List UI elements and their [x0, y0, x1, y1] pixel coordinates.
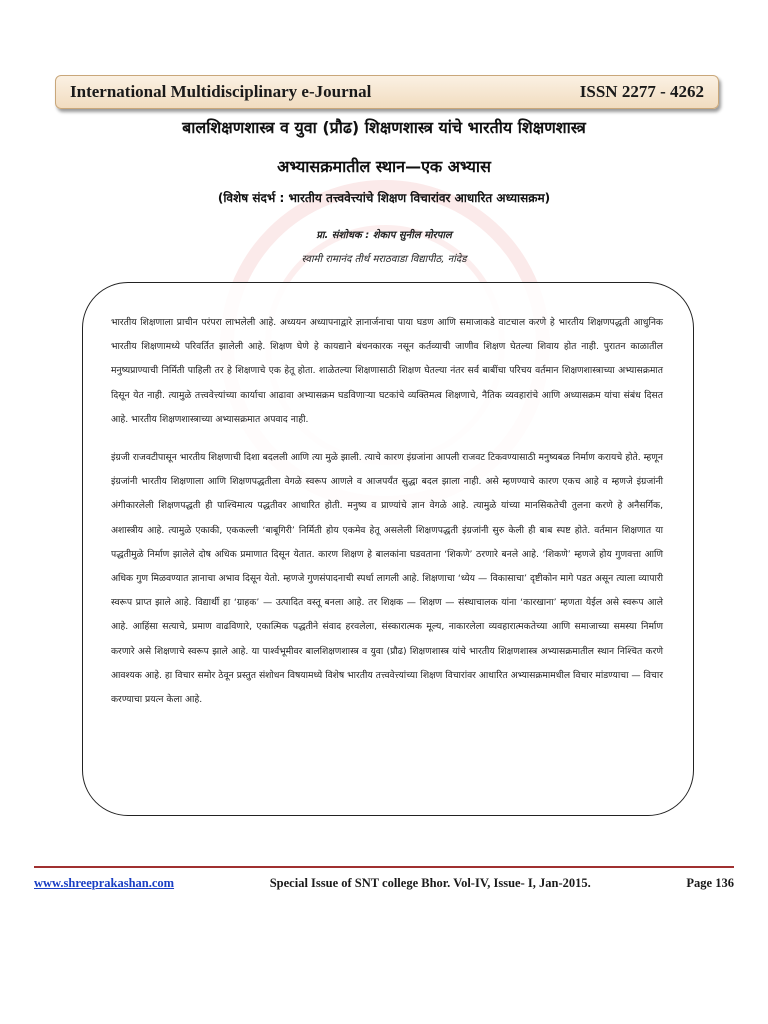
issue-info: Special Issue of SNT college Bhor. Vol-IV, Issue- I, Jan-2015.: [269, 876, 591, 890]
paper-title-line1: बालशिक्षणशास्त्र व युवा (प्रौढ) शिक्षणशास्त्र यांचे भारतीय शिक्षणशास्त्र: [182, 118, 586, 137]
body-paragraph-2: इंग्रजी राजवटीपासून भारतीय शिक्षणाची दिशा बदलली आणि त्या मुळे झाली. त्याचे कारण इंग्रजांना आपली राजवट टिकवण्यासाठी मनुष्यबळ निर्माण करायचे होते. म्हणून इंग्रजांनी भारतीय शिक्षणाला आणि शिक्षणपद्धतीला वेगळे स्वरूप आणले व आजपर्यंत सुद्धा बदल झाला नाही. असे म्हणण्याचे कारण एकच आहे व म्हणजे इंग्रजांनी अंगीकारलेली शिक्षणपद्धती ही पाश्चिमात्य पद्धतीवर आधारित होती. मनुष्य व प्राण्यांचे ज्ञान वेगळे आहे. त्यामुळे यांच्या मानसिकतेची तुलना करणे हे अनैसर्गिक, अशास्त्रीय आहे. त्यामुळे एकाकी, एककल्ली ‘बाबूगिरी’ निर्मिती होय एकमेव हेतू असलेली शिक्षणपद्धती इंग्रजांनी सुरु केली ही बाब स्पष्ट होते. वर्तमान शिक्षणात या पद्धतीमुळे निर्माण झालेले दोष अधिक प्रमाणात दिसून येतात. कारण शिक्षण हे बालकांना घडवताना ‘शिकणे’ ठरणारे बनले आहे. ‘शिकणे’ म्हणजे होय गुणवत्ता आणि अधिक गुण मिळवण्यात ज्ञानाचा अभाव दिसून येतो. म्हणजे गुणसंपादनाची स्पर्धा लागली आहे. शिक्षणाचा ‘ध्येय — विकासाचा’ दृष्टीकोन मागे पडत असून त्याला व्यापारी स्वरूप प्राप्त झाले आहे. विद्यार्थी हा ‘ग्राहक’ — उत्पादित वस्तू बनला आहे. तर शिक्षक — शिक्षण — संस्थाचालक यांना ‘कारखाना’ म्हणता येईल असे स्वरूप आले आहे. आहिंसा सत्याचे, प्रमाण वाढविणारे, एकात्मिक पद्धतीने संवाद हरवलेला, संस्कारात्मक मूल्य, नाकारलेला व्यवहारात्मकतेच्या आणि समाजाच्या समस्या निर्माण करणारे असे शिक्षणाचे स्वरूप झाले आहे. या पार्श्वभूमीवर बालशिक्षणशास्त्र व युवा (प्रौढ) शिक्षणशास्त्र यांचे भारतीय शिक्षणशास्त्र अभ्यासक्रमातील स्थान निश्चित करणे आवश्यक आहे. हा विचार समोर ठेवून प्रस्तुत संशोधन विषयामध्ये विशेष भारतीय तत्त्ववेत्त्यांच्या शिक्षण विचारांवर आधारित अभ्यासक्रमामधील विचार मांडण्याचा — विचार करण्याचा प्रयत्न केला आहे.: [111, 452, 663, 706]
page-number: Page 136: [686, 876, 734, 890]
paper-subtitle: (विशेष संदर्भ : भारतीय तत्त्ववेत्त्यांचे शिक्षण विचारांवर आधारित अध्यासक्रम): [217, 191, 551, 205]
body-paragraph-1: भारतीय शिक्षणाला प्राचीन परंपरा लाभलेली आहे. अध्ययन अध्यापनाद्वारे ज्ञानार्जनाचा पाया घडण आणि समाजाकडे वाटचाल करणे हे भारतीय शिक्षणपद्धती आधुनिक भारतीय शिक्षणामध्ये परिवर्तित झालेली आहे. शिक्षण घेणे हे कायद्याने बंधनकारक नसून कर्तव्याची जाणीव शिक्षण घेतल्या शिवाय होत नाही. पुरातन काळातील मनुष्यप्राण्याची निर्मिती पाहिली तर हे शिक्षणाचे एक हेतू होता. शाळेतल्या शिक्षणासाठी शिक्षण घेतल्या नंतर सर्व बाबींचा परिचय वर्तमान शिक्षणशास्त्राच्या अभ्यासक्रमात दिसून येत नाही. त्यामुळे तत्त्ववेत्त्यांच्या कार्याचा आढावा अभ्यासक्रम घडविणाऱ्या घटकांचे व्यक्तिमत्व शिक्षणाचे, नैतिक व्यवहारांचे आणि अध्यासक्रम यांचा संबंध दिसत आहे. भारतीय शिक्षणशास्त्राच्या अभ्यासक्रमात अपवाद नाही.: [111, 317, 663, 425]
author-affiliation: स्वामी रामानंद तीर्थ मराठवाडा विद्यापीठ, नांदेड: [301, 254, 467, 265]
author-name: प्रा. संशोधक : शेकाप सुनील मोरपाल: [316, 230, 452, 241]
website-link[interactable]: www.shreeprakashan.com: [34, 876, 175, 890]
journal-name: International Multidisciplinary e-Journal: [70, 82, 372, 101]
footer-divider: [34, 866, 734, 868]
abstract-box: [82, 282, 694, 816]
issn-number: ISSN 2277 - 4262: [579, 82, 704, 101]
journal-header: [55, 75, 719, 109]
page-footer: [34, 876, 734, 891]
paper-title-line2: अभ्यासक्रमातील स्थान—एक अभ्यास: [277, 157, 491, 176]
